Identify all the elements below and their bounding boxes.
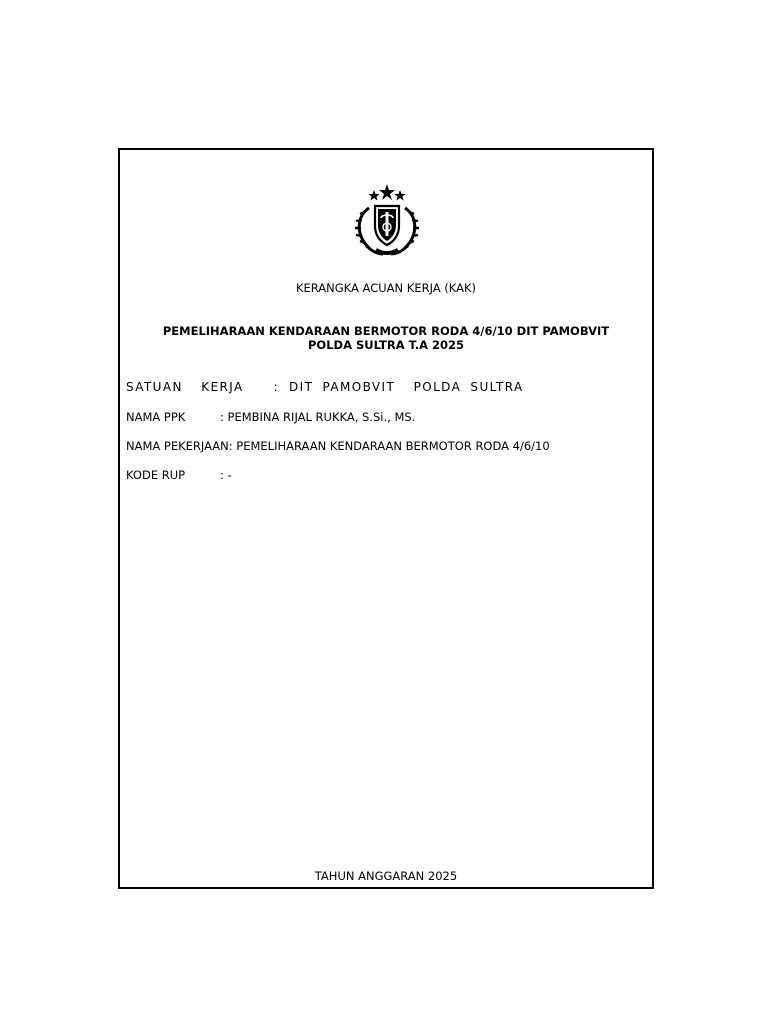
field-nama-pekerjaan	[126, 439, 550, 453]
field-value: : -	[220, 468, 232, 482]
field-value: : PEMBINA RIJAL RUKKA, S.Si., MS.	[220, 410, 416, 424]
satuan-kerja-value: DIT PAMOBVIT POLDA SULTRA	[289, 380, 524, 394]
title-line-1: PEMELIHARAAN KENDARAAN BERMOTOR RODA 4/6/10 DIT PAMOBVIT	[162, 324, 610, 338]
field-kode-rup	[126, 468, 232, 482]
field-value: PEMELIHARAAN KENDARAAN BERMOTOR RODA 4/6/10	[232, 439, 550, 453]
budget-year-footer: TAHUN ANGGARAN 2025	[314, 869, 458, 883]
field-label: NAMA PEKERJAAN:	[126, 439, 233, 453]
field-nama-ppk	[126, 410, 415, 424]
police-emblem-icon	[347, 182, 427, 258]
document-type: KERANGKA ACUAN KERJA (KAK)	[295, 281, 477, 295]
field-label: KODE RUP	[126, 468, 186, 482]
document-title	[120, 324, 652, 352]
document-page	[118, 148, 654, 889]
satuan-kerja-separator: :	[273, 380, 280, 394]
title-line-2: POLDA SULTRA T.A 2025	[307, 338, 464, 352]
field-label: NAMA PPK	[126, 410, 186, 424]
satuan-kerja-label: SATUAN KERJA	[126, 380, 244, 394]
satuan-kerja-row	[126, 380, 524, 394]
